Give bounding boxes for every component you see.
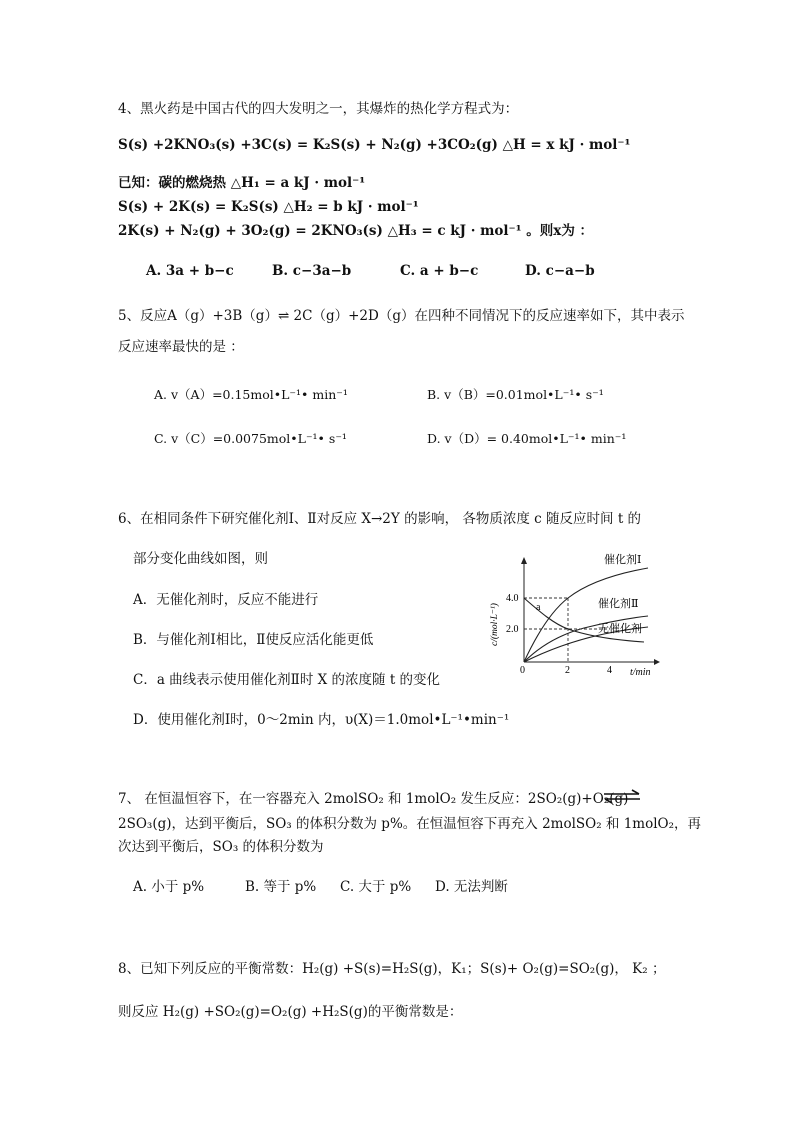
q7-option-d: D. 无法判断 [435, 879, 508, 895]
q7-option-c: C. 大于 p% [340, 879, 412, 895]
q5-option-b: B. v（B）=0.01mol•L⁻¹• s⁻¹ [427, 387, 604, 402]
ytick-4: 4.0 [506, 593, 519, 604]
curve-catalyst-1 [524, 568, 648, 662]
q7-option-b: B. 等于 p% [245, 879, 317, 895]
label-catalyst-1: 催化剂Ⅰ [604, 554, 642, 566]
x-axis-arrow [654, 659, 660, 665]
q4-option-d: D. c−a−b [525, 263, 595, 279]
q4-main-equation: S(s) +2KNO₃(s) +3C(s) = K₂S(s) + N₂(g) +3CO₂(g) △H = x kJ · mol⁻¹ [118, 137, 631, 153]
q7-option-a: A. 小于 p% [133, 879, 205, 895]
q5-option-a: A. v（A）=0.15mol•L⁻¹• min⁻¹ [154, 387, 348, 402]
label-no-catalyst: 无催化剂 [598, 623, 642, 635]
q5-option-c: C. v（C）=0.0075mol•L⁻¹• s⁻¹ [154, 431, 347, 446]
ytick-2: 2.0 [506, 624, 519, 635]
q8-stem-line2: 则反应 H₂(g) +SO₂(g)=O₂(g) +H₂S(g)的平衡常数是： [118, 1004, 463, 1020]
q4-option-c: C. a + b−c [400, 263, 479, 279]
equilibrium-arrow-icon [602, 788, 642, 804]
q6-concentration-figure [484, 552, 666, 680]
q6-option-a: A．无催化剂时，反应不能进行 [133, 592, 319, 608]
q6-stem-line1: 6、在相同条件下研究催化剂Ⅰ、Ⅱ对反应 X→2Y 的影响， 各物质浓度 c 随反应时间 t 的 [118, 511, 642, 527]
q7-stem-line1: 7、 在恒温恒容下，在一容器充入 2molSO₂ 和 1molO₂ 发生反应：2SO₂(g)+O₂(g) [118, 791, 629, 807]
q8-stem-line1: 8、已知下列反应的平衡常数：H₂(g) +S(s)=H₂S(g)，K₁；S(s)+ O₂(g)=SO₂(g)， K₂ ； [118, 961, 666, 977]
xtick-4: 4 [607, 665, 612, 676]
xtick-2: 2 [565, 665, 570, 676]
q6-option-c: C．a 曲线表示使用催化剂Ⅱ时 X 的浓度随 t 的变化 [133, 672, 441, 688]
q7-stem-line2: 2SO₃(g)，达到平衡后，SO₃ 的体积分数为 p%。在恒温恒容下再充入 2molSO₂ 和 1molO₂，再 [118, 816, 702, 832]
xtick-0: 0 [520, 665, 525, 676]
q5-stem-line1: 5、反应A（g）+3B（g）⇌ 2C（g）+2D（g）在四种不同情况下的反应速率如下，其中表示 [118, 308, 685, 324]
label-catalyst-2: 催化剂Ⅱ [598, 598, 639, 610]
q6-stem-line2: 部分变化曲线如图，则 [133, 551, 268, 567]
q4-stem: 4、黑火药是中国古代的四大发明之一，其爆炸的热化学方程式为： [118, 101, 519, 117]
x-axis-label: t/min [630, 667, 651, 678]
q4-equation-3: 2K(s) + N₂(g) + 3O₂(g) = 2KNO₃(s) △H₃ = c kJ · mol⁻¹ 。则x为 ： [118, 223, 594, 239]
q4-option-b: B. c−3a−b [272, 263, 352, 279]
q6-option-b: B．与催化剂Ⅰ相比，Ⅱ使反应活化能更低 [133, 632, 374, 648]
q5-option-d: D. v（D）= 0.40mol•L⁻¹• min⁻¹ [427, 431, 627, 446]
q7-stem-line3: 次达到平衡后，SO₃ 的体积分数为 [118, 839, 324, 855]
q6-option-d: D．使用催化剂Ⅰ时，0～2min 内，υ(X)＝1.0mol•L⁻¹•min⁻¹ [133, 712, 510, 728]
y-axis-arrow [521, 557, 527, 564]
q4-known: 已知：碳的燃烧热 △H₁ = a kJ · mol⁻¹ [118, 175, 366, 191]
q4-option-a: A. 3a + b−c [146, 263, 234, 279]
y-axis-label: c/(mol·L⁻¹) [490, 603, 500, 646]
q4-equation-2: S(s) + 2K(s) = K₂S(s) △H₂ = b kJ · mol⁻¹ [118, 199, 419, 215]
q5-stem-line2: 反应速率最快的是 ： [118, 339, 244, 355]
label-a: a [536, 602, 541, 613]
